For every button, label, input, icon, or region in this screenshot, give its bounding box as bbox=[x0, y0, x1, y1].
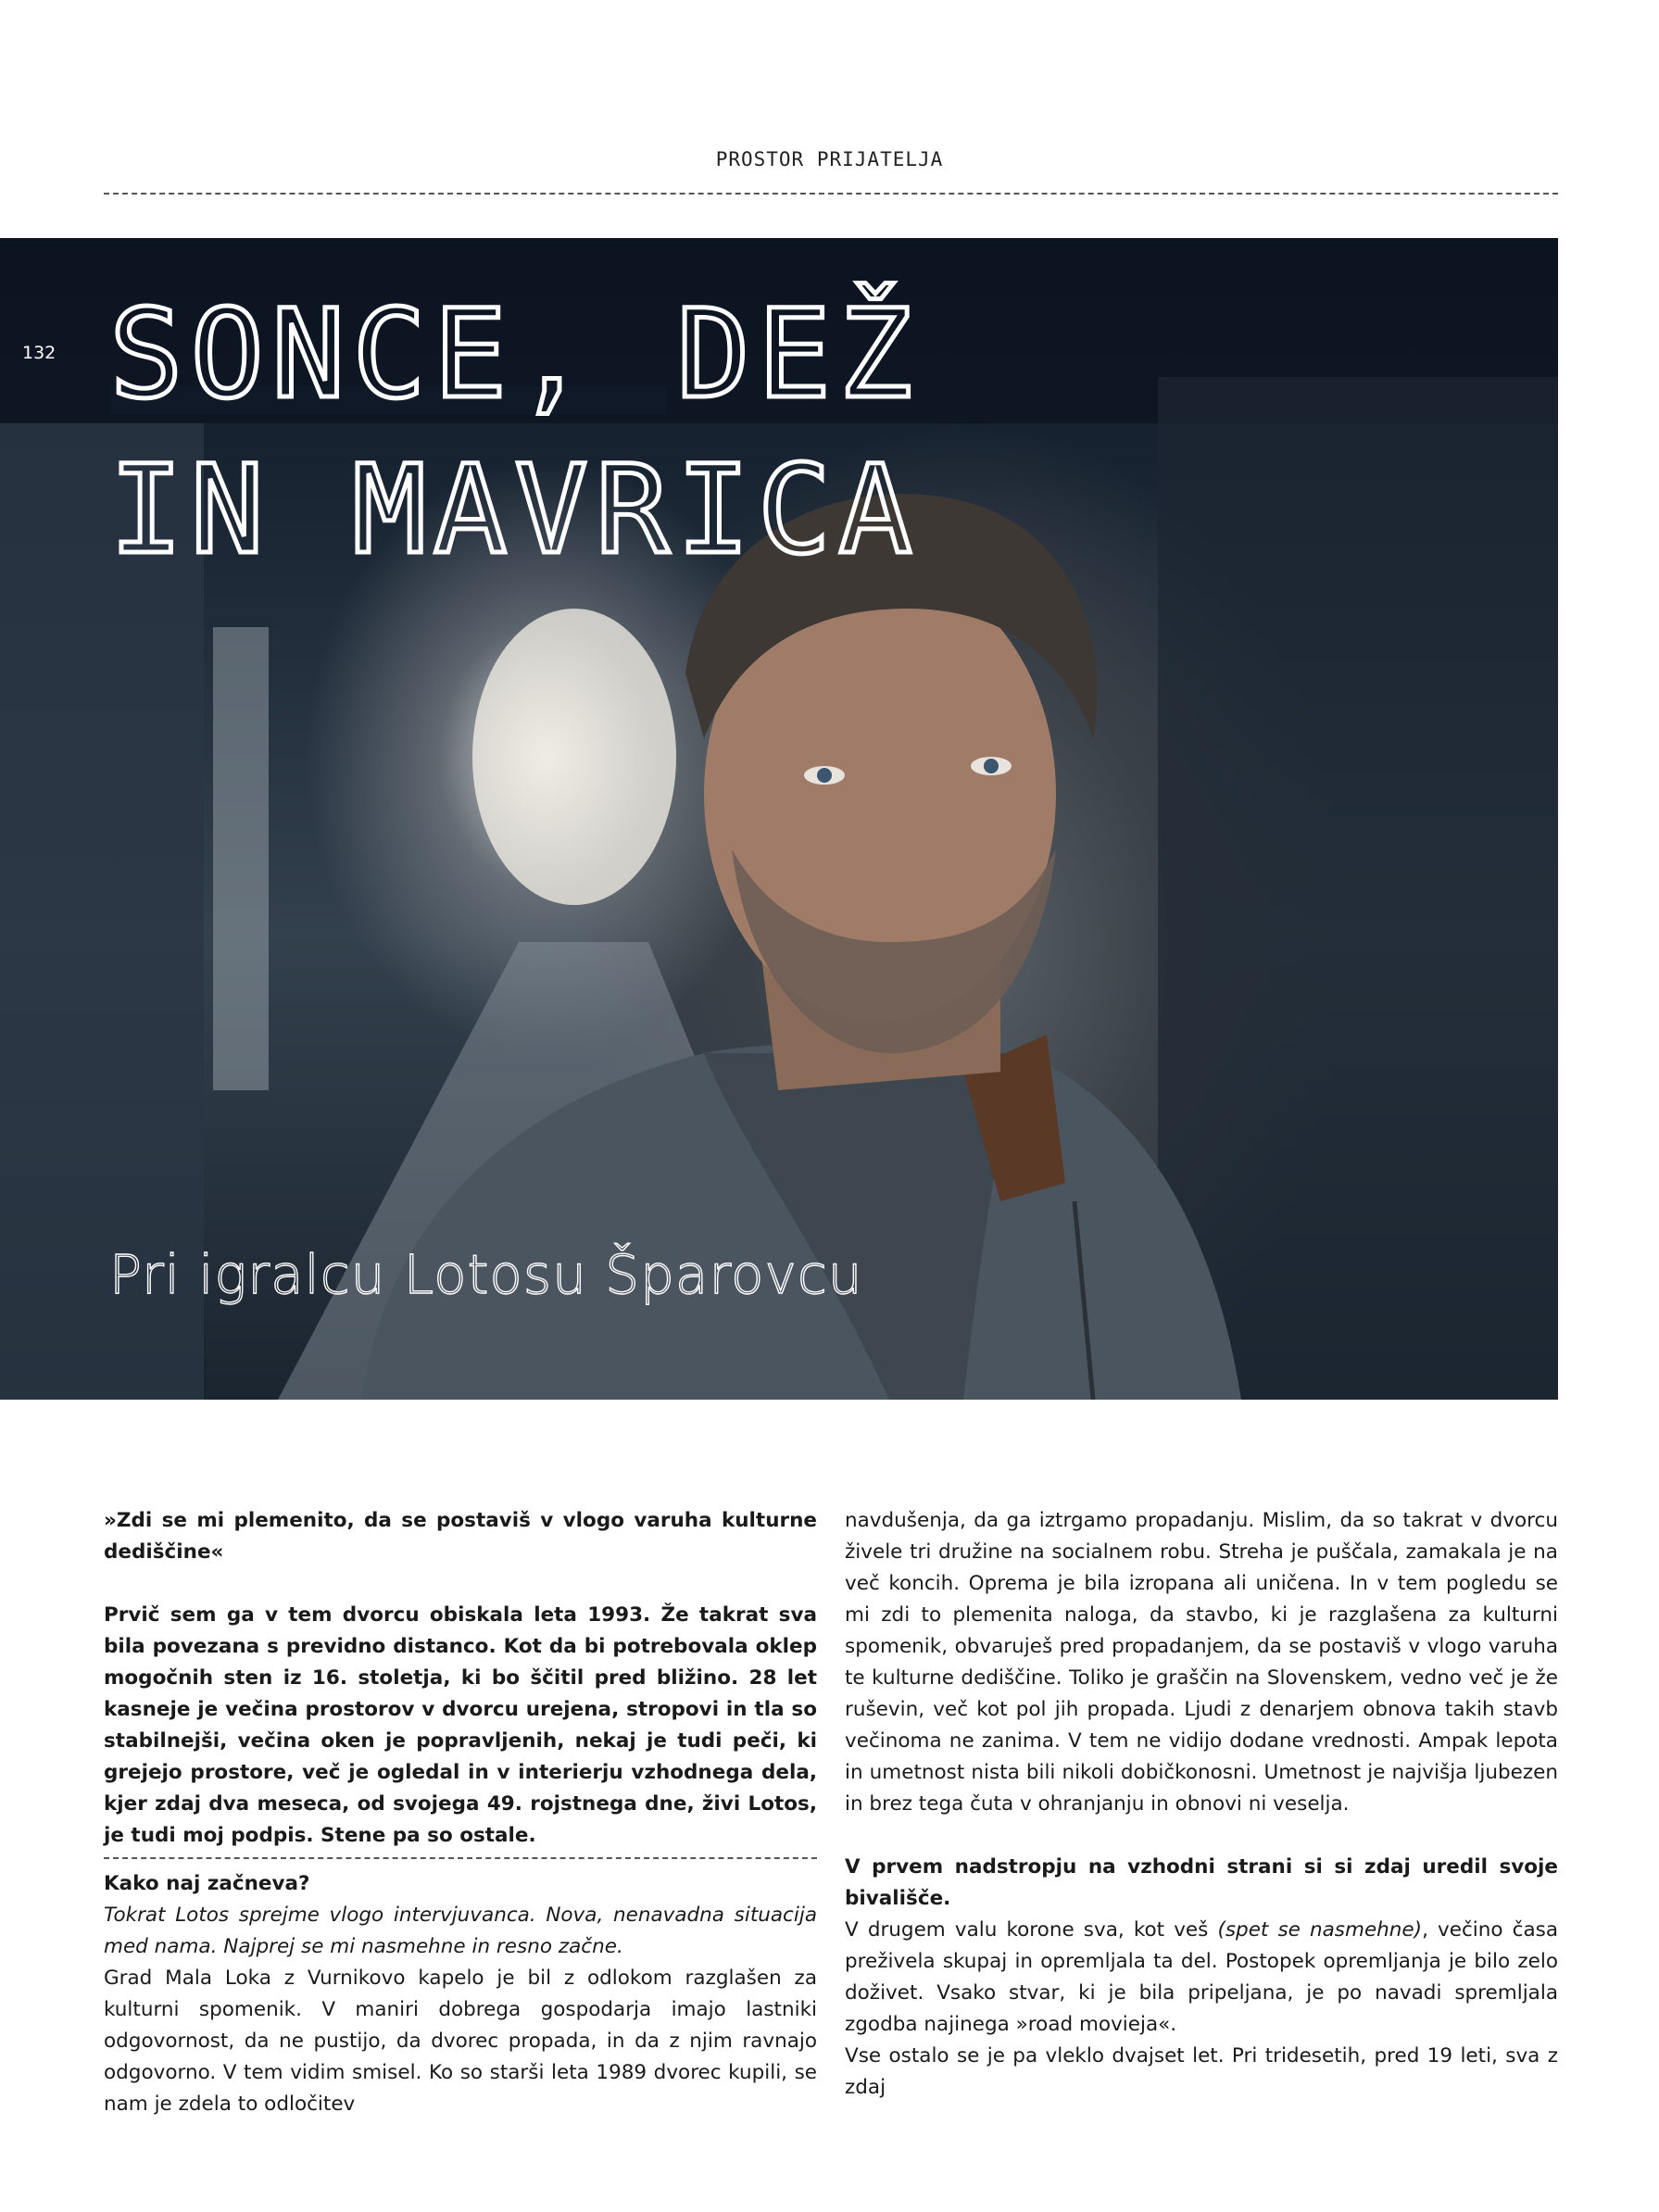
answer-2-last: Vse ostalo se je pa vleklo dvajset let. Pri tridesetih, pred 19 leti, sva z zdaj bbox=[845, 2044, 1558, 2099]
column-divider bbox=[104, 1857, 817, 1859]
question-1: Kako naj začneva? bbox=[104, 1872, 310, 1895]
article-title bbox=[109, 277, 920, 588]
hero-photo bbox=[0, 238, 1558, 1400]
section-label: PROSTOR PRIJATELJA bbox=[715, 148, 944, 170]
question-2: V prvem nadstropju na vzhodni strani si si zdaj uredil svoje bivališče. bbox=[845, 1855, 1558, 1910]
intro-paragraph: Prvič sem ga v tem dvorcu obiskala leta 1993. Že takrat sva bila povezana s previdno distanco. Kot da bi potrebovala oklep mogočnih sten iz 16. stoletja, ki bo ščitil pred bližino. 28 let kasneje je večina prostorov v dvorcu urejena, stropovi in tla so stabilnejši, večina oken je popravljenih, nekaj je tudi peči, ki grejejo prostore, več je ogledal in v interierju vzhodnega dela, kjer zdaj dva meseca, od svojega 49. rojstnega dne, živi Lotos, je tudi moj podpis. Stene pa so ostale. bbox=[104, 1603, 817, 1847]
answer-2-start: V drugem valu korone sva, kot veš bbox=[845, 1918, 1218, 1942]
left-column bbox=[104, 1505, 817, 2120]
title-line-2: IN MAVRICA bbox=[109, 439, 920, 582]
answer-2-end: , večino časa preživela skupaj in opremljala ta del. Postopek opremljanja je bilo zelo doživet. Vsako stvar, ki je bila pripeljana, je po navadi spremljala zgodba najinega »road movieja«. bbox=[845, 1918, 1559, 2036]
title-line-1: SONCE, DEŽ bbox=[109, 283, 920, 426]
top-divider bbox=[104, 193, 1558, 195]
page-number: 132 bbox=[22, 343, 57, 363]
pull-quote: »Zdi se mi plemenito, da se postaviš v vlogo varuha kulturne dediščine« bbox=[104, 1509, 817, 1564]
answer-1-part-1: Grad Mala Loka z Vurnikovo kapelo je bil z odlokom razglašen za kulturni spomenik. V maniri dobrega gospodarja imajo lastniki odgovornost, da ne pustijo, da dvorec propada, in da z njim ravnajo odgovorno. V tem vidim smisel. Ko so starši leta 1989 dvorec kupili, se nam je zdela to odločitev bbox=[104, 1967, 817, 2116]
answer-1-part-2: navdušenja, da ga iztrgamo propadanju. Mislim, da so takrat v dvorcu živele tri družine na socialnem robu. Streha je puščala, zamakala je na več koncih. Oprema je bila izropana ali uničena. In v tem pogledu se mi zdi to plemenita naloga, da stavbo, ki je razglašena za kulturni spomenik, obvaruješ pred propadanjem, da se postaviš v vlogo varuha te kulturne dediščine. Toliko je graščin na Slovenskem, vedno več je že ruševin, več kot pol jih propada. Ljudi z denarjem obnova takih stavb večinoma ne zanima. V tem ne vidijo dodane vrednosti. Ampak lepota in umetnost nista bili nikoli dobičkonosni. Umetnost je najvišja ljubezen in brez tega čuta v ohranjanju in obnovi ni veselja. bbox=[845, 1509, 1558, 1816]
article-subtitle: Pri igralcu Lotosu Šparovcu bbox=[109, 1243, 863, 1306]
answer-2 bbox=[845, 1915, 1558, 2041]
answer-2-aside: (spet se nasmehne) bbox=[1217, 1918, 1423, 1942]
right-column bbox=[845, 1505, 1558, 2104]
stage-direction-1: Tokrat Lotos sprejme vlogo intervjuvanca. Nova, nenavadna situacija med nama. Najprej se mi nasmehne in resno začne. bbox=[104, 1904, 817, 1958]
